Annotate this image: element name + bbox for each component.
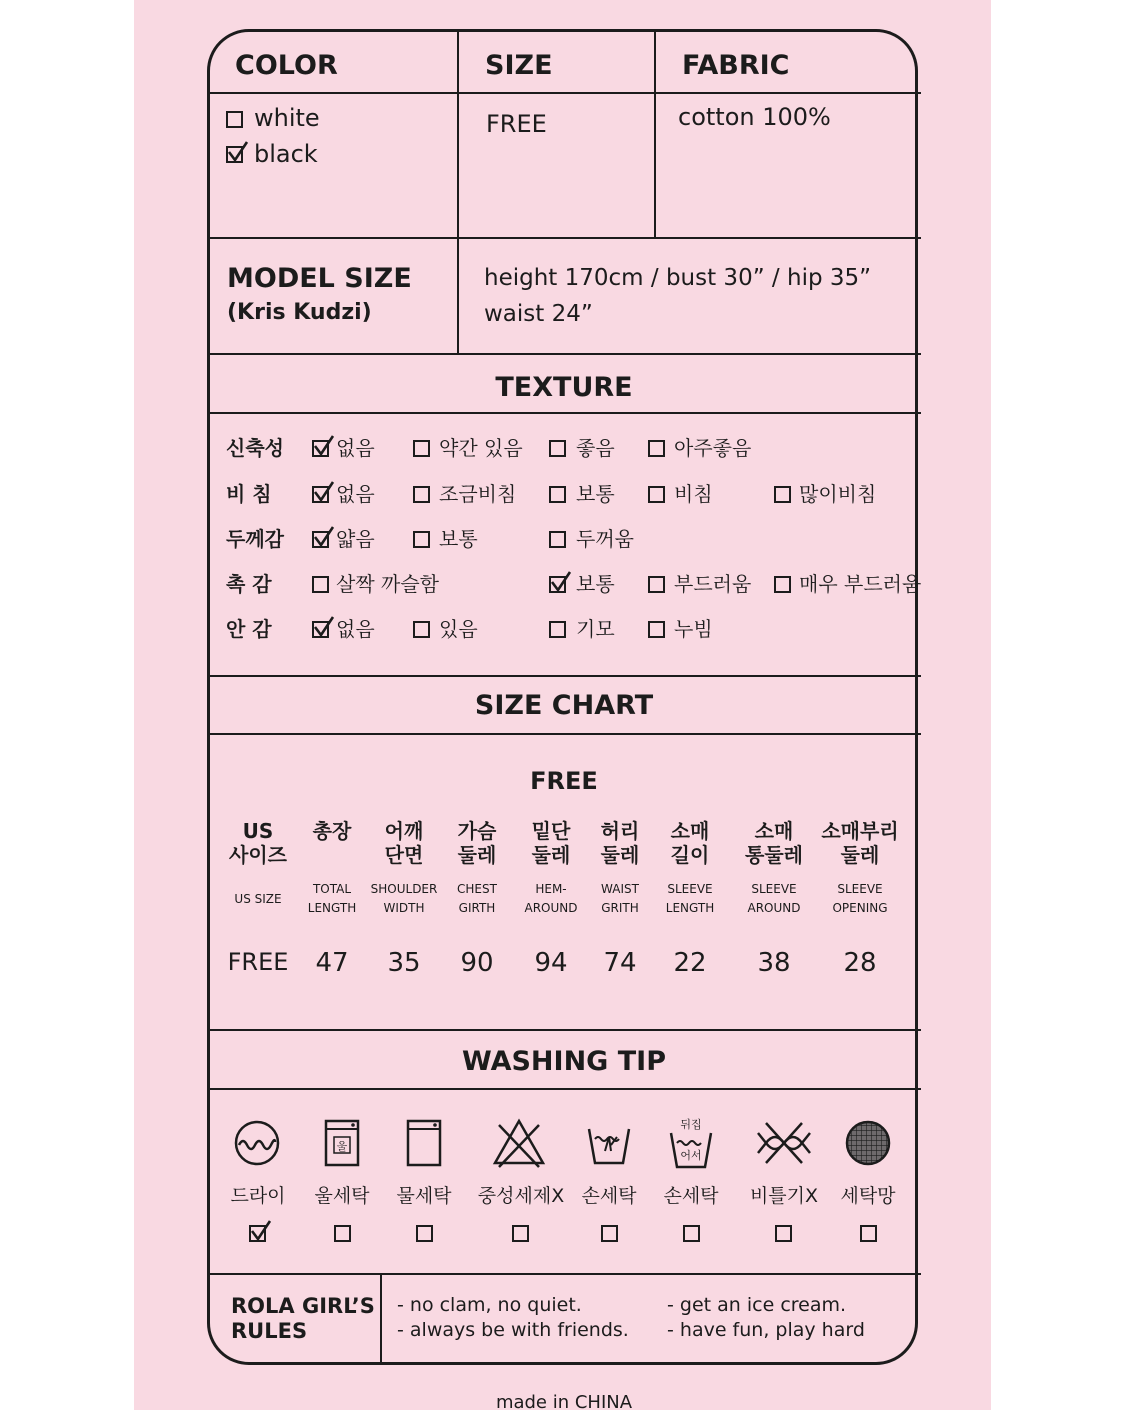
hand-wash-icon: [577, 1115, 641, 1171]
wash-label: 손세탁: [663, 1185, 719, 1207]
checkmark-icon: [249, 1219, 273, 1243]
wash-label: 물세탁: [396, 1185, 452, 1207]
wash-checkbox[interactable]: [416, 1225, 433, 1242]
texture-checkbox[interactable]: [648, 576, 665, 593]
rule-item: - get an ice cream.: [667, 1294, 847, 1316]
size-column-subheader: [729, 880, 819, 918]
size-column-header-line: 가슴: [457, 819, 497, 843]
texture-option: 없음: [336, 436, 375, 460]
color-option-white: white: [254, 104, 320, 132]
wash-label: 중성세제X: [477, 1185, 565, 1207]
size-column-header-line: 허리: [600, 819, 640, 843]
texture-option: 기모: [576, 617, 615, 641]
texture-option: 살짝 까슬함: [336, 572, 439, 596]
divider: [654, 31, 656, 237]
fabric-heading: FABRIC: [682, 50, 790, 81]
fabric-value: cotton 100%: [678, 103, 831, 131]
texture-option: 비침: [674, 482, 713, 506]
size-column-header-line: 사이즈: [229, 843, 287, 867]
size-column-header-line: 길이: [670, 843, 710, 867]
wash-label: 드라이: [230, 1185, 286, 1207]
texture-checkbox[interactable]: [312, 486, 329, 503]
rules-heading-line: RULES: [231, 1319, 308, 1344]
wash-label: 비틀기X: [749, 1185, 819, 1207]
size-value: FREE: [486, 110, 547, 138]
model-measurements: height 170cm / bust 30” / hip 35”: [484, 265, 872, 291]
dry-clean-icon: [225, 1115, 289, 1171]
size-column-header-line: US: [242, 819, 274, 843]
model-size-heading: MODEL SIZE: [227, 263, 412, 294]
divider: [207, 1029, 921, 1031]
texture-option: 있음: [439, 617, 478, 641]
texture-option: 얇음: [336, 527, 375, 551]
divider: [207, 92, 921, 94]
inside-out-icon-text: 뒤집: [680, 1118, 702, 1131]
inside-out-hand-wash-icon: [659, 1115, 723, 1171]
wash-checkbox[interactable]: [860, 1225, 877, 1242]
size-value-cell: 90: [460, 948, 494, 978]
texture-option: 많이비침: [799, 482, 877, 506]
size-column-header: [645, 819, 735, 867]
size-value-cell: 28: [843, 948, 877, 978]
color-black-checkbox[interactable]: [226, 146, 243, 163]
size-value-cell: 47: [315, 948, 349, 978]
checkmark-icon: [226, 140, 250, 164]
texture-checkbox[interactable]: [549, 621, 566, 638]
size-column-subheader-line: WAIST: [601, 882, 639, 896]
checkmark-icon: [312, 480, 336, 504]
texture-heading: TEXTURE: [495, 372, 633, 403]
texture-checkbox[interactable]: [312, 440, 329, 457]
wash-label: 울세탁: [314, 1185, 370, 1207]
texture-checkbox[interactable]: [648, 621, 665, 638]
divider: [207, 733, 921, 735]
size-column-header-line: 소매: [754, 819, 794, 843]
size-column-header-line: 총장: [312, 819, 352, 843]
size-column-header-line: 밑단: [531, 819, 571, 843]
texture-option: 매우 부드러움: [799, 572, 922, 596]
size-column-subheader-line: HEM-: [535, 882, 567, 896]
texture-checkbox[interactable]: [549, 531, 566, 548]
divider: [380, 1273, 382, 1365]
texture-option: 없음: [336, 482, 375, 506]
size-value-cell: FREE: [227, 948, 289, 976]
size-column-subheader: [645, 880, 735, 918]
size-heading: SIZE: [485, 50, 553, 81]
size-value-cell: 38: [757, 948, 791, 978]
size-column-subheader-line: SLEEVE: [751, 882, 797, 896]
wash-checkbox[interactable]: [512, 1225, 529, 1242]
size-column-subheader-line: CHEST: [457, 882, 497, 896]
size-column-header: [810, 819, 910, 867]
texture-checkbox[interactable]: [549, 576, 566, 593]
texture-checkbox[interactable]: [413, 531, 430, 548]
divider: [207, 1273, 921, 1275]
size-column-subheader-line: OPENING: [832, 901, 888, 916]
size-chart-subtitle: FREE: [530, 767, 598, 795]
color-option-black: black: [254, 140, 318, 168]
wash-checkbox[interactable]: [334, 1225, 351, 1242]
size-column-subheader: [815, 880, 905, 918]
laundry-net-icon: [836, 1115, 900, 1171]
texture-option: 보통: [576, 572, 615, 596]
checkmark-icon: [312, 615, 336, 639]
size-column-subheader-line: LENGTH: [665, 901, 715, 916]
size-column-subheader-line: US SIZE: [234, 892, 282, 906]
texture-option: 조금비침: [439, 482, 517, 506]
texture-label-touch: 촉 감: [226, 572, 272, 596]
divider: [207, 353, 921, 355]
texture-option: 없음: [336, 617, 375, 641]
size-chart-heading: SIZE CHART: [474, 690, 654, 721]
divider: [207, 412, 921, 414]
rules-heading-line: ROLA GIRL’S: [231, 1294, 375, 1318]
texture-option: 부드러움: [674, 572, 752, 596]
texture-label-lining: 안 감: [226, 617, 272, 641]
divider: [457, 31, 459, 237]
texture-checkbox[interactable]: [413, 440, 430, 457]
checkmark-icon: [549, 570, 573, 594]
texture-option: 보통: [576, 482, 615, 506]
texture-option: 누빔: [674, 617, 713, 641]
size-value-cell: 35: [387, 948, 421, 978]
wash-checkbox[interactable]: [601, 1225, 618, 1242]
texture-label-thickness: 두께감: [226, 527, 284, 551]
size-column-header-line: 둘레: [600, 843, 640, 867]
texture-option: 아주좋음: [674, 436, 752, 460]
divider: [207, 1088, 921, 1090]
size-column-header-line: 둘레: [457, 843, 497, 867]
texture-checkbox[interactable]: [413, 486, 430, 503]
texture-checkbox[interactable]: [648, 440, 665, 457]
size-column-header-line: 둘레: [531, 843, 571, 867]
size-column-subheader-line: WIDTH: [383, 901, 425, 916]
wash-checkbox[interactable]: [249, 1225, 266, 1242]
size-column-subheader-line: GRITH: [601, 901, 639, 916]
model-name: (Kris Kudzi): [227, 300, 372, 325]
size-column-subheader-line: SLEEVE: [837, 882, 883, 896]
made-in-label: made in CHINA: [495, 1392, 633, 1413]
wash-checkbox[interactable]: [683, 1225, 700, 1242]
divider: [207, 237, 921, 239]
rule-item: - no clam, no quiet.: [397, 1294, 582, 1316]
wash-checkbox[interactable]: [775, 1225, 792, 1242]
size-column-header-line: 둘레: [840, 843, 880, 867]
size-column-subheader-line: GIRTH: [458, 901, 496, 916]
texture-checkbox[interactable]: [413, 621, 430, 638]
machine-wash-icon: [392, 1115, 456, 1171]
size-value-cell: 22: [673, 948, 707, 978]
size-column-subheader-line: SLEEVE: [667, 882, 713, 896]
size-column-subheader-line: LENGTH: [307, 901, 357, 916]
texture-label-sheerness: 비 침: [226, 482, 272, 506]
texture-label-stretch: 신축성: [226, 436, 284, 460]
texture-checkbox[interactable]: [549, 486, 566, 503]
divider: [457, 237, 459, 353]
size-column-header-line: 통둘레: [745, 843, 803, 867]
size-column-header-line: 소매: [670, 819, 710, 843]
texture-checkbox[interactable]: [774, 576, 791, 593]
texture-option: 보통: [439, 527, 478, 551]
model-waist: waist 24”: [484, 301, 593, 327]
divider: [207, 675, 921, 677]
no-wring-icon: [752, 1115, 816, 1171]
color-heading: COLOR: [235, 50, 338, 81]
size-column-subheader-line: TOTAL: [312, 882, 352, 896]
texture-checkbox[interactable]: [312, 576, 329, 593]
size-column-header-line: 단면: [384, 843, 424, 867]
rule-item: - always be with friends.: [397, 1319, 629, 1341]
color-white-checkbox[interactable]: [226, 111, 243, 128]
size-value-cell: 94: [534, 948, 568, 978]
texture-option: 약간 있음: [439, 436, 523, 460]
wool-wash-icon-text: 울: [336, 1140, 348, 1153]
rules-heading: [231, 1294, 375, 1344]
no-neutral-detergent-icon: [487, 1115, 551, 1171]
washing-tip-heading: WASHING TIP: [462, 1046, 666, 1077]
checkmark-icon: [312, 434, 336, 458]
texture-option: 두꺼움: [576, 527, 634, 551]
checkmark-icon: [312, 525, 336, 549]
texture-checkbox[interactable]: [648, 486, 665, 503]
size-column-header-line: 어깨: [384, 819, 424, 843]
texture-checkbox[interactable]: [312, 621, 329, 638]
rule-item: - have fun, play hard: [667, 1319, 865, 1341]
inside-out-icon-text: 어서: [680, 1149, 702, 1162]
texture-option: 좋음: [576, 436, 615, 460]
size-column-header-line: 소매부리: [821, 819, 899, 843]
texture-checkbox[interactable]: [312, 531, 329, 548]
texture-checkbox[interactable]: [774, 486, 791, 503]
wash-label: 세탁망: [840, 1185, 896, 1207]
size-value-cell: 74: [603, 948, 637, 978]
size-column-subheader-line: SHOULDER: [370, 882, 438, 896]
size-column-subheader-line: AROUND: [747, 901, 801, 916]
wool-wash-icon: [310, 1115, 374, 1171]
size-column-header: [729, 819, 819, 867]
wash-label: 손세탁: [581, 1185, 637, 1207]
size-column-subheader-line: AROUND: [524, 901, 578, 916]
texture-checkbox[interactable]: [549, 440, 566, 457]
